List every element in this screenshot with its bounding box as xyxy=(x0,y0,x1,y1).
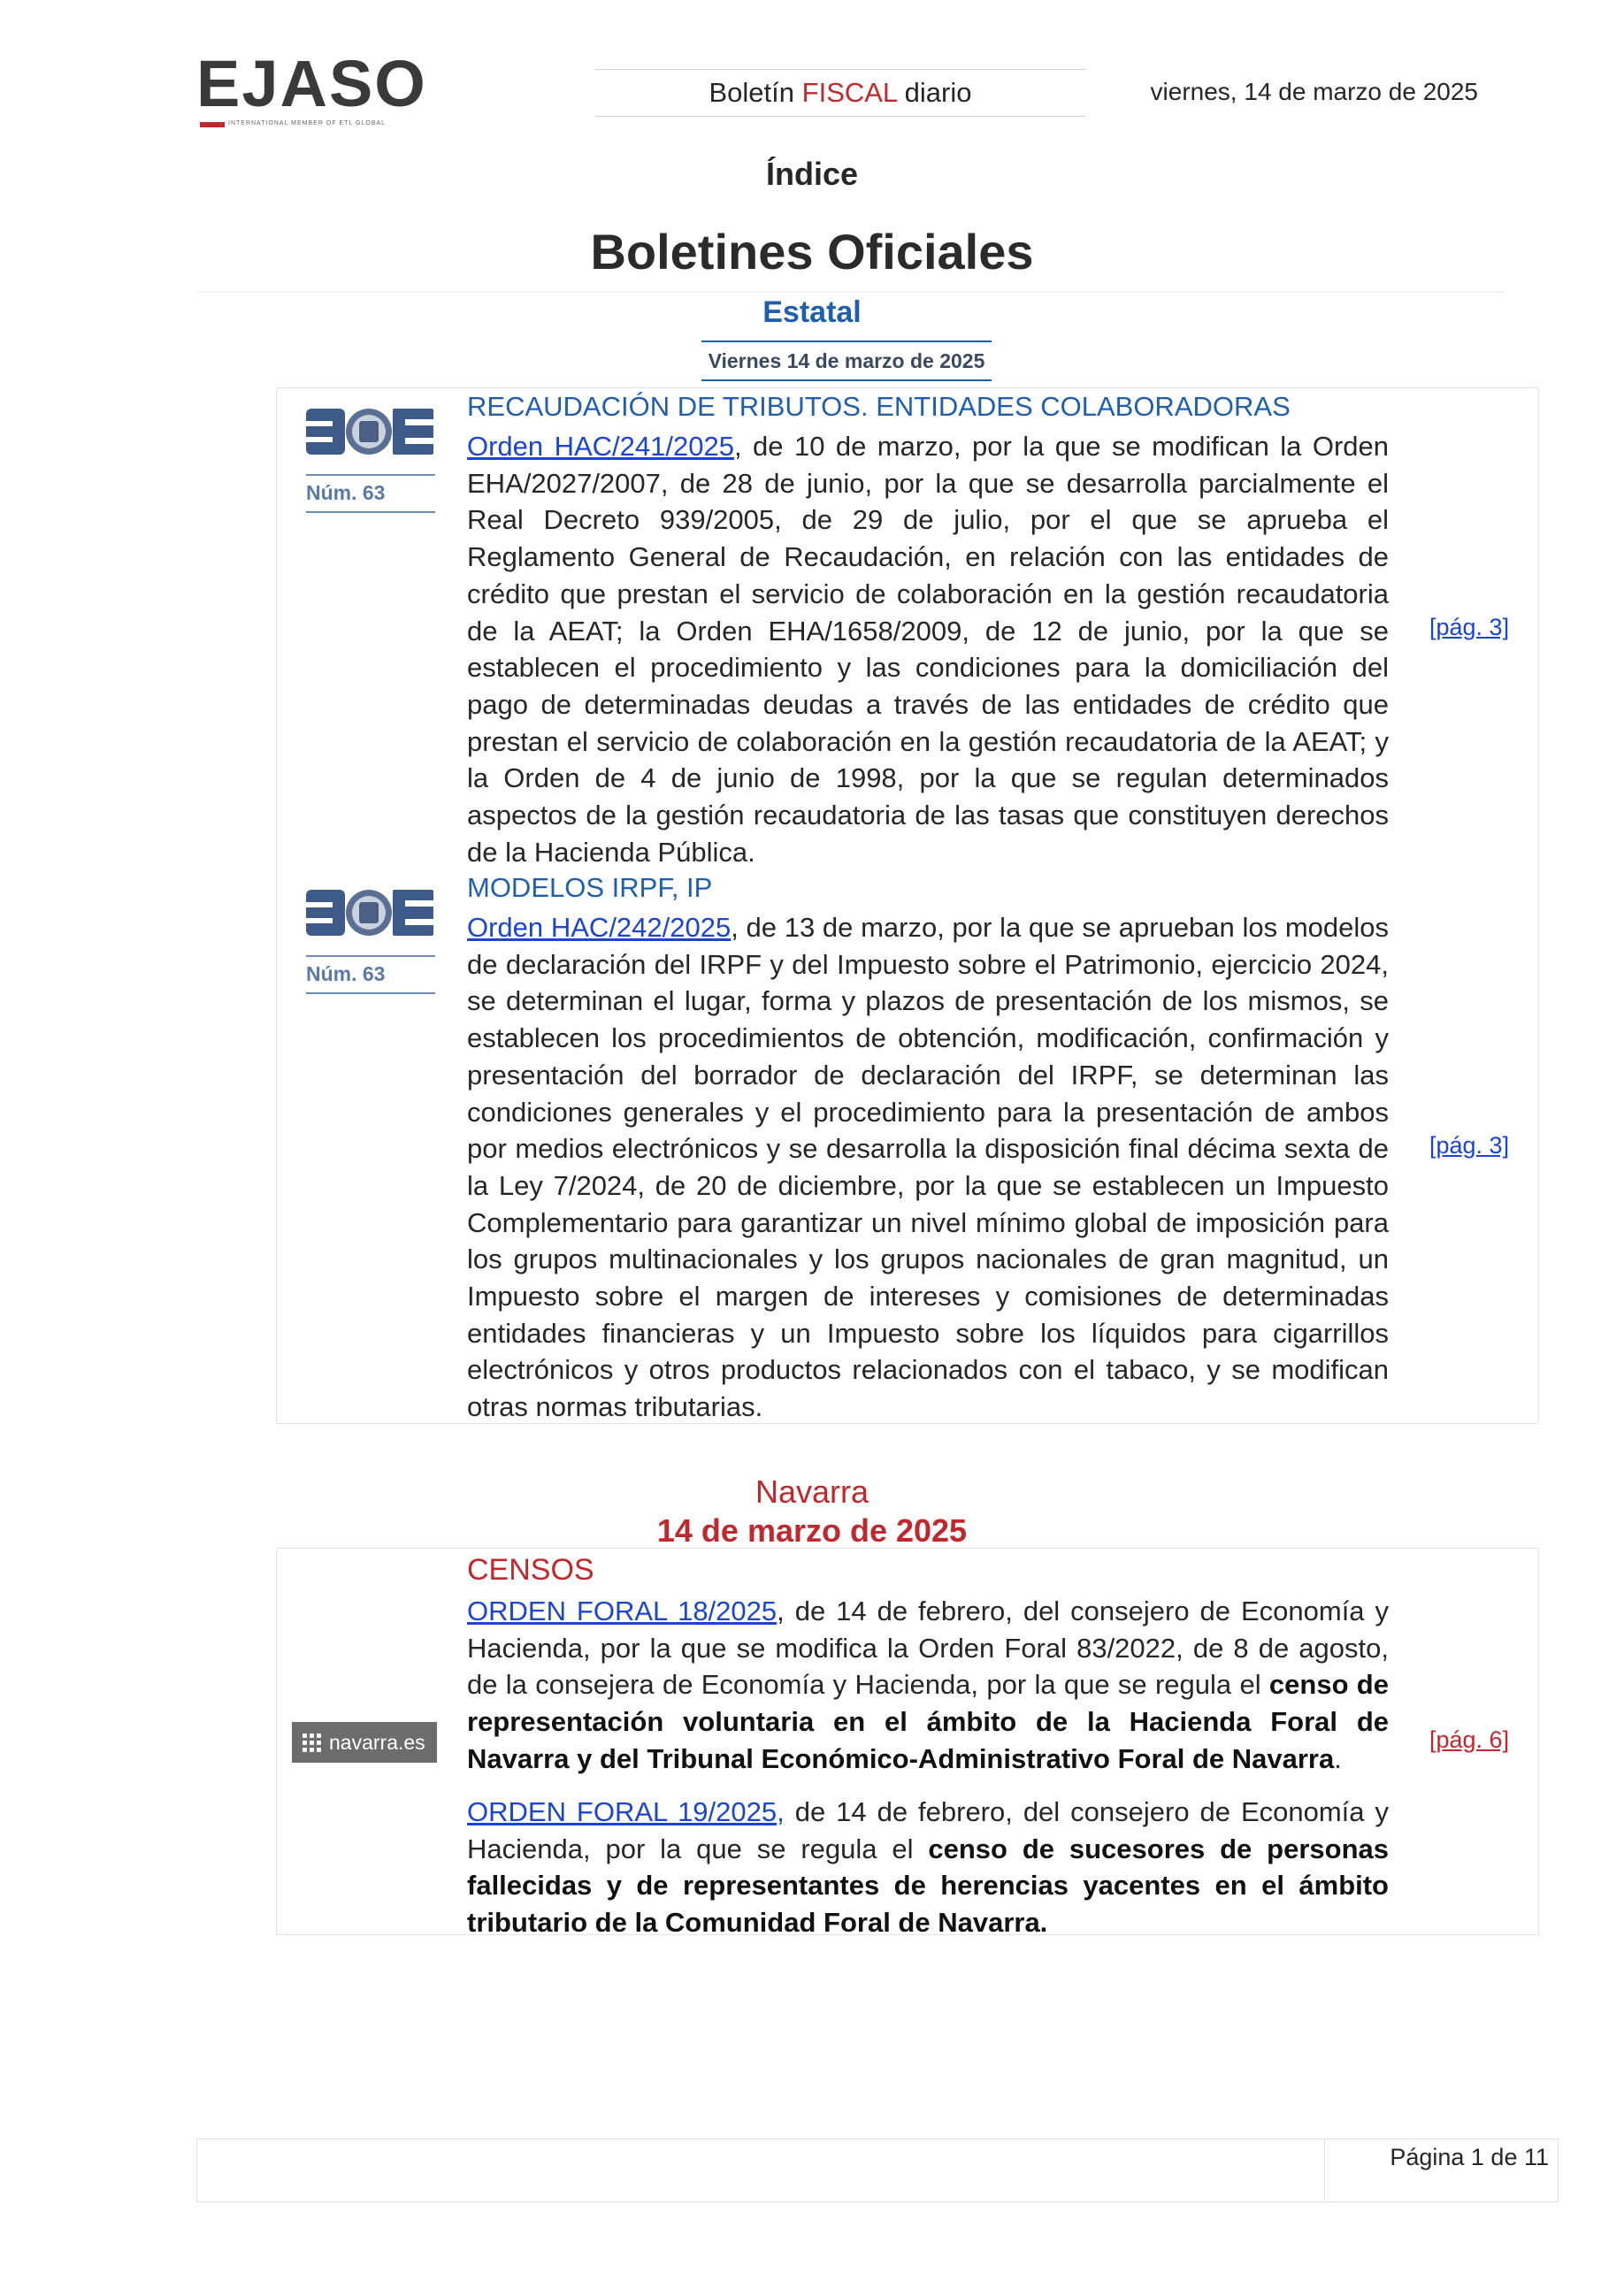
entry-text: Orden HAC/242/2025, de 13 de marzo, por la que se aprueban los modelos de declaración del IRPF y del Impuesto sobre el Patrimonio, ejercicio 2024, se determinan el lugar, forma y plazos de presentación de los mismos, se establecen los procedimientos de obtención, modificación, confirmación y presentación del borrador de declaración del IRPF, se determinan las condiciones generales y el procedimiento para la presentación de ambos por medios electrónicos y se desarrolla la disposición final décima sexta de la Ley 7/2024, de 20 de diciembre, por la que se establecen un Impuesto Complementario para garantizar un nivel mínimo global de imposición para los grupos multinacionales y los grupos nacionales de gran magnitud, un Impuesto sobre el margen de intereses y comisiones de determinadas entidades financieras y un Impuesto sobre los líquidos para cigarrillos electrónicos y otros productos relacionados con el tabaco, y se modifican otras normas tributarias. xyxy=(467,912,1389,1423)
entry-heading: MODELOS IRPF, IP xyxy=(467,872,713,903)
order-link[interactable]: Orden HAC/242/2025 xyxy=(467,912,732,943)
page-number: Página 1 de 11 xyxy=(1390,2144,1549,2170)
boe-number: Núm. 63 xyxy=(306,481,386,504)
order-link[interactable]: ORDEN FORAL 18/2025 xyxy=(467,1596,778,1626)
navarra-logo: navarra.es xyxy=(292,1722,437,1763)
entry-text: ORDEN FORAL 19/2025, de 14 de febrero, del consejero de Economía y Hacienda, por la que se regula el censo de sucesores de personas fallecidas y de representantes de herencias yacentes en el ámbito tributario de la Comunidad Foral de Navarra. xyxy=(467,1796,1389,1939)
entry-heading: CENSOS xyxy=(467,1553,594,1587)
page-link[interactable]: [pág. 3] xyxy=(1429,1132,1510,1159)
section-title: Boletines Oficiales xyxy=(590,224,1034,279)
grid-icon xyxy=(303,1733,322,1753)
order-link[interactable]: Orden HAC/241/2025 xyxy=(467,431,734,462)
page-link[interactable]: [pág. 3] xyxy=(1429,614,1510,640)
footer xyxy=(196,2139,1559,2202)
index-title: Índice xyxy=(765,156,859,192)
navarra-date: 14 de marzo de 2025 xyxy=(656,1512,968,1549)
entry-text: ORDEN FORAL 18/2025, de 14 de febrero, del consejero de Economía y Hacienda, por la que se modifica la Orden Foral 83/2022, de 8 de agosto, de la consejera de Economía y Hacienda, por la que se regula el censo de representación voluntaria en el ámbito de la Hacienda Foral de Navarra y del Tribunal Económico-Administrativo Foral de Navarra. xyxy=(467,1596,1390,1774)
navarra-title: Navarra xyxy=(755,1473,869,1510)
estatal-title: Estatal xyxy=(762,295,862,329)
bulletin-title: Boletín FISCAL diario xyxy=(595,69,1085,117)
divider xyxy=(196,292,1504,293)
boe-date-banner: Viernes 14 de marzo de 2025 xyxy=(701,341,992,381)
boe-logo-icon xyxy=(304,884,437,941)
boe-logo-icon xyxy=(304,403,437,460)
ejaso-logo: EJASO INTERNATIONAL MEMBER OF ETL GLOBAL xyxy=(196,47,427,126)
order-link[interactable]: ORDEN FORAL 19/2025, xyxy=(467,1796,785,1827)
entry-text: Orden HAC/241/2025, de 10 de marzo, por la que se modifican la Orden EHA/2027/2007, de 28 de junio, por la que se desarrolla parcialmente el Real Decreto 939/2005, de 29 de julio, por el que se aprueba el Reglamento General de Recaudación, en relación con las entidades de crédito que prestan el servicio de colaboración en la gestión recaudatoria de la AEAT; la Orden EHA/1658/2009, de 12 de junio, por la que se establecen el procedimiento y las condiciones para la domiciliación del pago de determinadas deudas a través de las entidades de crédito que prestan el servicio de colaboración en la gestión recaudatoria de la AEAT; y la Orden de 4 de junio de 1998, por la que se regulan determinados aspectos de la gestión recaudatoria de las tasas que constituyen derechos de la Hacienda Pública. xyxy=(467,431,1389,868)
entry-heading: RECAUDACIÓN DE TRIBUTOS. ENTIDADES COLABORADORAS xyxy=(467,391,1291,422)
header-date: viernes, 14 de marzo de 2025 xyxy=(1150,78,1478,105)
boe-number: Núm. 63 xyxy=(306,962,386,985)
page-link[interactable]: [pág. 6] xyxy=(1429,1726,1510,1753)
